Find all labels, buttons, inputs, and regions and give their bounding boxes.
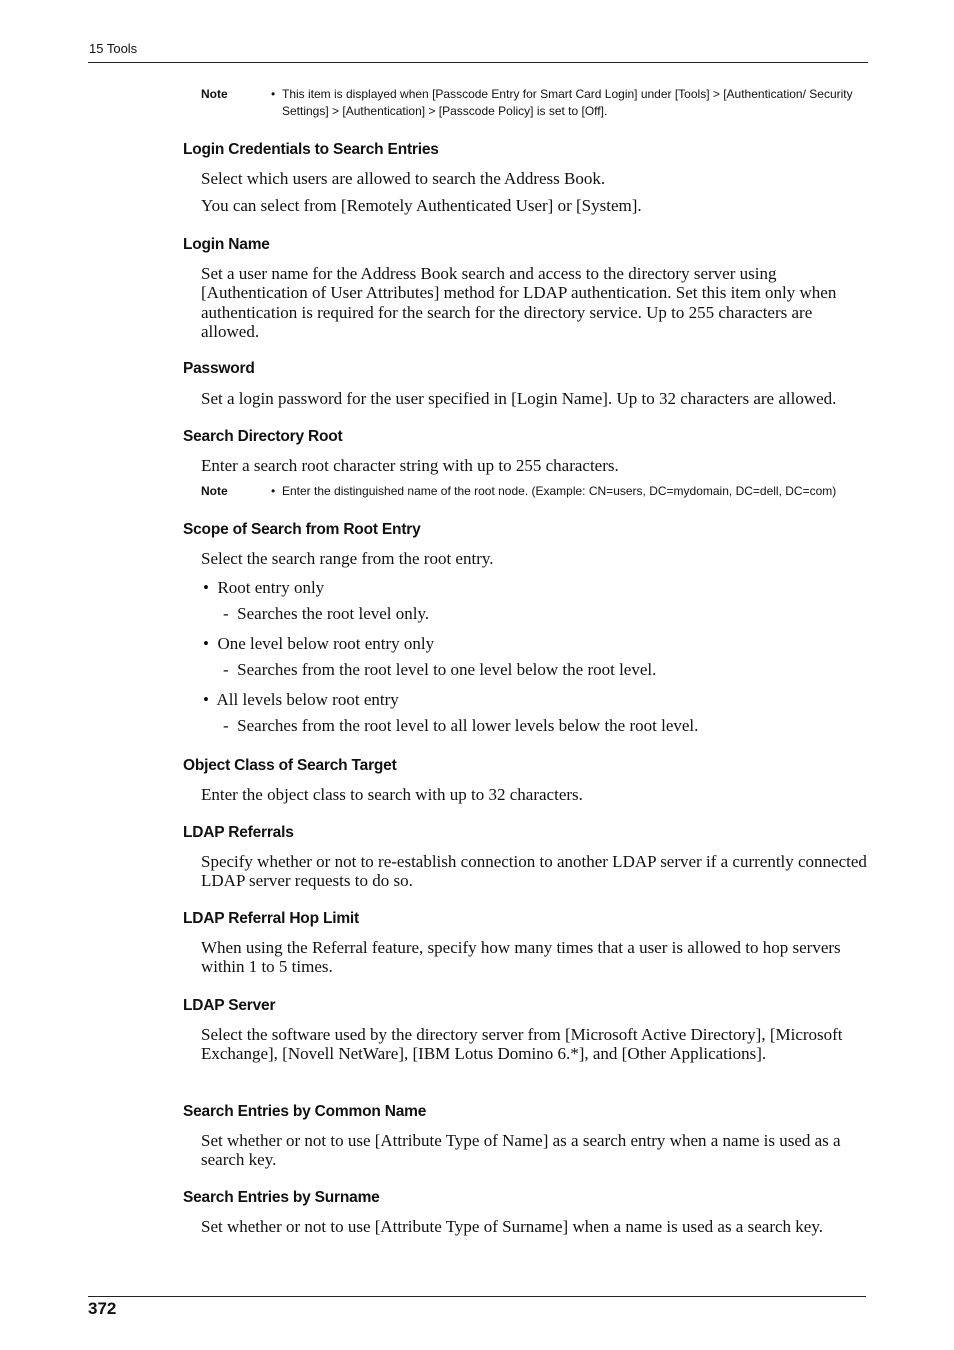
running-head: 15 Tools xyxy=(89,41,138,56)
heading-search-directory-root: Search Directory Root xyxy=(183,428,343,445)
login-credentials-text-1: Select which users are allowed to search the Address Book. xyxy=(201,169,606,188)
object-class-text: Enter the object class to search with up to 32 characters. xyxy=(201,785,583,804)
list-item xyxy=(203,690,399,709)
list-item-label: Root entry only xyxy=(217,578,325,597)
ldap-referrals-text: Specify whether or not to re-establish connection to another LDAP server if a currently connected LDAP server requests to do so. xyxy=(201,852,867,891)
note-passcode xyxy=(201,86,869,120)
heading-scope-of-search: Scope of Search from Root Entry xyxy=(183,521,421,538)
login-name-text: Set a user name for the Address Book search and access to the directory server using [Authentication of User Attributes] method for LDAP authentication. Set this item only when authentication is required for the search for the directory service. Up to 255 characters are allowed. xyxy=(201,264,837,341)
bullet-marker: • xyxy=(203,634,209,653)
password-text: Set a login password for the user specified in [Login Name]. Up to 32 characters are allowed. xyxy=(201,389,837,408)
list-sub-item-text: Searches from the root level to one level below the root level. xyxy=(237,660,657,679)
search-directory-root-text: Enter a search root character string with up to 255 characters. xyxy=(201,456,619,475)
common-name-text: Set whether or not to use [Attribute Type of Name] as a search entry when a name is used as a search key. xyxy=(201,1131,841,1170)
heading-surname: Search Entries by Surname xyxy=(183,1189,380,1206)
heading-common-name: Search Entries by Common Name xyxy=(183,1103,427,1120)
scope-text: Select the search range from the root entry. xyxy=(201,549,494,568)
heading-ldap-referrals: LDAP Referrals xyxy=(183,824,294,841)
bullet-marker: • xyxy=(203,690,209,709)
list-sub-item-text: Searches from the root level to all lower levels below the root level. xyxy=(237,716,699,735)
ldap-server-text: Select the software used by the directory server from [Microsoft Active Directory], [Microsoft Exchange], [Novell NetWare], [IBM Lotus Domino 6.*], and [Other Applications]. xyxy=(201,1025,843,1064)
list-item-label: One level below root entry only xyxy=(217,634,435,653)
heading-ldap-server: LDAP Server xyxy=(183,997,276,1014)
note-text: This item is displayed when [Passcode Entry for Smart Card Login] under [Tools] > [Authentication/ Security Settings] > [Authentication] > [Passcode Policy] is set to [Off]. xyxy=(282,87,853,118)
note-bullet: • xyxy=(271,484,276,498)
bullet-marker: • xyxy=(203,578,209,597)
dash-marker: - xyxy=(223,660,229,679)
list-sub-item xyxy=(223,660,656,679)
heading-login-credentials: Login Credentials to Search Entries xyxy=(183,141,439,158)
page-number: 372 xyxy=(88,1299,117,1318)
list-sub-item xyxy=(223,716,698,735)
heading-referral-hop-limit: LDAP Referral Hop Limit xyxy=(183,910,359,927)
footer-divider xyxy=(88,1296,866,1297)
surname-text: Set whether or not to use [Attribute Type of Surname] when a name is used as a search key. xyxy=(201,1217,823,1236)
dash-marker: - xyxy=(223,604,229,623)
referral-hop-limit-text: When using the Referral feature, specify how many times that a user is allowed to hop servers within 1 to 5 times. xyxy=(201,938,841,977)
list-item xyxy=(203,634,434,653)
note-label: Note xyxy=(201,484,228,498)
heading-login-name: Login Name xyxy=(183,236,270,253)
list-sub-item xyxy=(223,604,429,623)
header-divider xyxy=(88,62,868,63)
list-item xyxy=(203,578,324,597)
heading-object-class: Object Class of Search Target xyxy=(183,757,397,774)
list-sub-item-text: Searches the root level only. xyxy=(237,604,430,623)
note-bullet: • xyxy=(271,87,276,101)
heading-password: Password xyxy=(183,360,255,377)
dash-marker: - xyxy=(223,716,229,735)
note-label: Note xyxy=(201,87,228,101)
note-distinguished-name xyxy=(201,483,869,500)
note-text: Enter the distinguished name of the root node. (Example: CN=users, DC=mydomain, DC=dell, DC=com) xyxy=(282,484,837,498)
list-item-label: All levels below root entry xyxy=(216,690,399,709)
login-credentials-text-2: You can select from [Remotely Authenticated User] or [System]. xyxy=(201,196,642,215)
